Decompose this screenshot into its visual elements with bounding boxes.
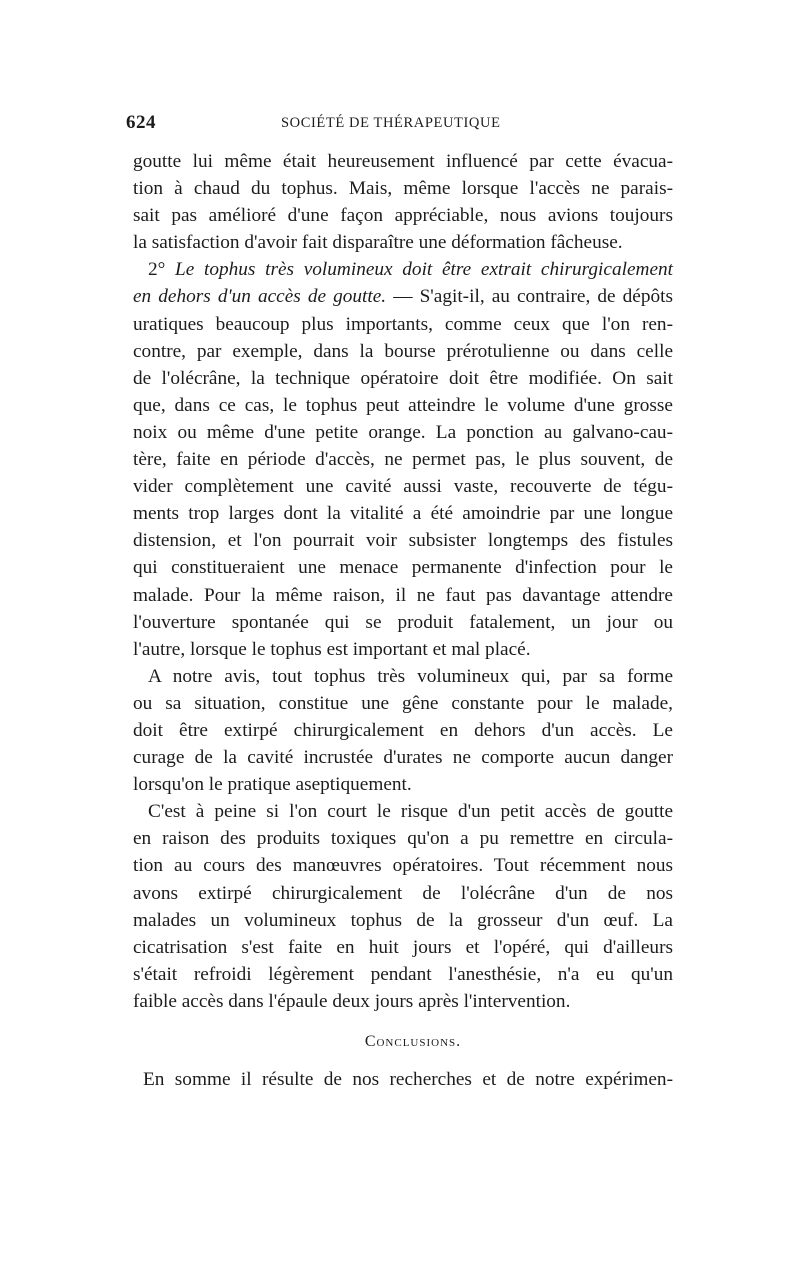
text-line: C'est à peine si l'on court le risque d'un petit accès de goutte: [148, 801, 673, 823]
text-line: tère, faite en période d'accès, ne permet pas, le plus souvent, de: [133, 449, 673, 471]
text-line: ments trop larges dont la vitalité a été amoindrie par une longue: [133, 503, 673, 525]
text-line: distension, et l'on pourrait voir subsister longtemps des fistules: [133, 530, 673, 552]
page-number: 624: [126, 112, 156, 133]
paragraph-3: [133, 663, 673, 798]
body-text: [133, 148, 673, 1093]
text-line: avons extirpé chirurgicalement de l'olécrâne d'un de nos: [133, 882, 673, 904]
text-line: contre, par exemple, dans la bourse prérotulienne ou dans celle: [133, 340, 673, 362]
text-line: [133, 283, 673, 310]
text-line: malade. Pour la même raison, il ne faut pas davantage attendre: [133, 584, 673, 606]
text-line: malades un volumineux tophus de la grosseur d'un œuf. La: [133, 909, 673, 931]
text-line: tion au cours des manœuvres opératoires. Tout récemment nous: [133, 855, 673, 877]
italic-subheading: Le tophus très volumineux doit être extrait chirurgicalement: [175, 259, 673, 281]
paragraph-2: [133, 256, 673, 662]
text-line: A notre avis, tout tophus très volumineux qui, par sa forme: [148, 665, 673, 687]
text-line: l'ouverture spontanée qui se produit fatalement, un jour ou: [133, 611, 673, 633]
section-heading: Conclusions.: [364, 1033, 462, 1050]
text-run: — S'agit-il, au contraire, de dépôts: [386, 286, 673, 308]
text-line: [133, 256, 673, 283]
text-line: doit être extirpé chirurgicalement en dehors d'un accès. Le: [133, 719, 673, 741]
text-line: uratiques beaucoup plus importants, comme ceux que l'on ren-: [133, 313, 673, 335]
text-line: qui constitueraient une menace permanente d'infection pour le: [133, 557, 673, 579]
text-line: goutte lui même était heureusement influencé par cette évacua-: [133, 151, 673, 172]
italic-subheading: en dehors d'un accès de goutte.: [133, 286, 387, 308]
paragraph-4: [133, 798, 673, 1015]
text-line: curage de la cavité incrustée d'urates ne comporte aucun danger: [133, 747, 673, 769]
section-number: 2°: [148, 259, 176, 281]
text-line: tion à chaud du tophus. Mais, même lorsque l'accès ne parais-: [133, 178, 673, 200]
text-line: cicatrisation s'est faite en huit jours et l'opéré, qui d'ailleurs: [133, 936, 673, 958]
text-line: de l'olécrâne, la technique opératoire doit être modifiée. On sait: [133, 367, 673, 389]
text-line: sait pas amélioré d'une façon appréciable, nous avions toujours: [133, 205, 673, 227]
text-line: en raison des produits toxiques qu'on a pu remettre en circula-: [133, 828, 673, 850]
running-title: SOCIÉTÉ DE THÉRAPEUTIQUE: [281, 115, 501, 131]
text-line: la satisfaction d'avoir fait disparaître une déformation fâcheuse.: [133, 232, 623, 254]
text-line: vider complètement une cavité aussi vaste, recouverte de tégu-: [133, 476, 673, 498]
text-line: ou sa situation, constitue une gêne constante pour le malade,: [133, 692, 673, 714]
text-line: noix ou même d'une petite orange. La ponction au galvano-cau-: [133, 421, 673, 443]
text-line: que, dans ce cas, le tophus peut atteindre le volume d'une grosse: [133, 394, 673, 416]
page-header: [126, 112, 682, 142]
text-line: faible accès dans l'épaule deux jours après l'intervention.: [133, 990, 571, 1012]
text-line: s'était refroidi légèrement pendant l'anesthésie, n'a eu qu'un: [133, 963, 673, 985]
paragraph-1: [133, 148, 673, 256]
text-line: En somme il résulte de nos recherches et de notre expérimen-: [143, 1069, 673, 1091]
text-line: l'autre, lorsque le tophus est important et mal placé.: [133, 638, 531, 660]
text-line: lorsqu'on le pratique aseptiquement.: [133, 774, 412, 796]
